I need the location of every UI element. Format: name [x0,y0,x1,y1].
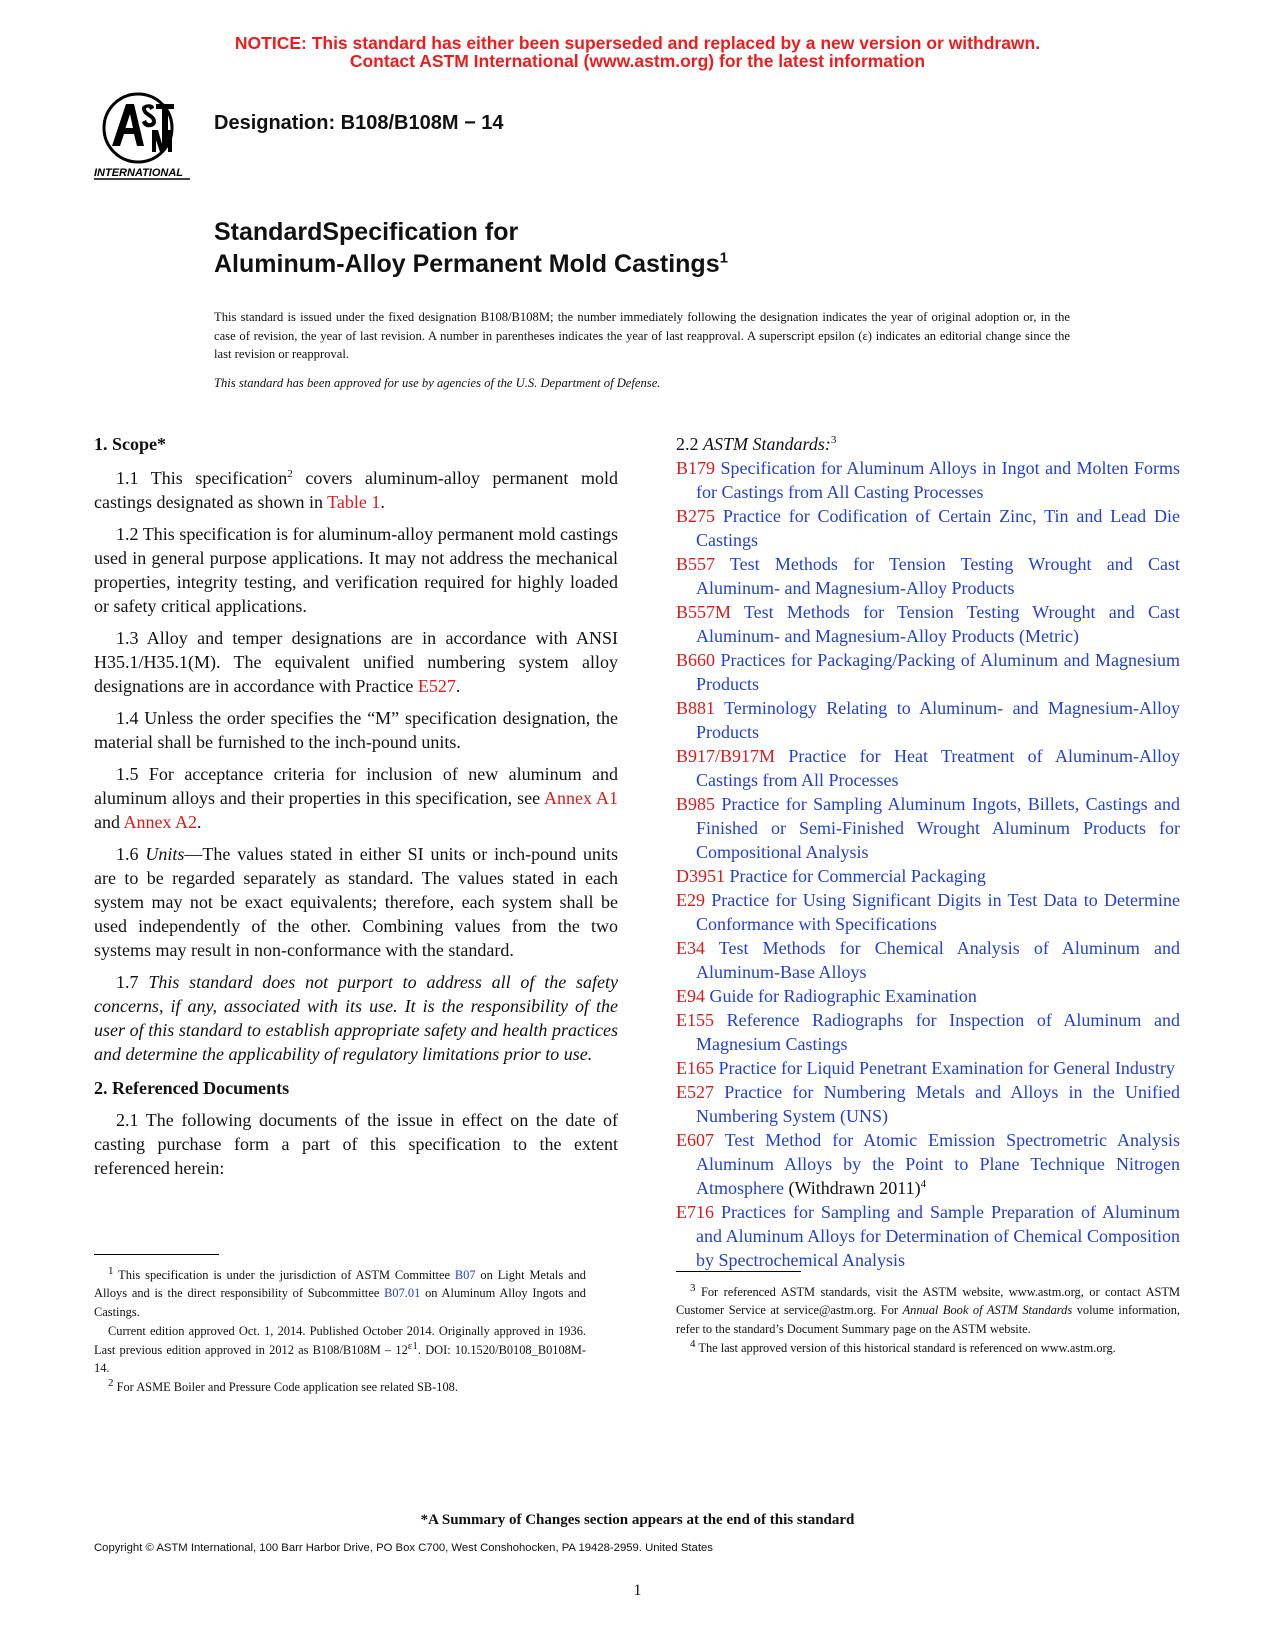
issuance-note: This standard is issued under the fixed designation B108/B108M; the number immediately following the designation indicates the year of original adoption or, in the case of revision, the year of last revision. A number in parentheses indicates the year of last reapproval. A superscript epsilon (ε) indicates an editorial change since the last revision or reapproval. [214,310,1070,361]
reference-item[interactable] [676,600,1180,648]
reference-item[interactable] [676,1056,1180,1080]
reference-code[interactable]: E527 [676,1082,714,1102]
footnote-rule-right [676,1271,801,1272]
reference-item[interactable] [676,504,1180,552]
reference-code[interactable]: E165 [676,1058,714,1078]
reference-code[interactable]: D3951 [676,866,725,886]
paragraph-1-1: 1.1 This specification$^2$ covers aluminum-alloy permanent mold castings designated as shown in Table 1. [94,468,619,512]
dod-approval-note: This standard has been approved for use by agencies of the U.S. Department of Defense. [214,376,661,390]
reference-title[interactable]: Test Methods for Tension Testing Wrought and Cast Aluminum- and Magnesium-Alloy Products (Metric) [696,602,1180,646]
reference-title[interactable]: Test Methods for Chemical Analysis of Aluminum and Aluminum-Base Alloys [696,938,1180,982]
reference-title[interactable]: Test Method for Atomic Emission Spectrometric Analysis Aluminum Alloys by the Point to Plane Technique Nitrogen Atmosphere [696,1130,1180,1198]
reference-title[interactable]: Terminology Relating to Aluminum- and Magnesium-Alloy Products [696,698,1180,742]
reference-code[interactable]: B557 [676,554,716,574]
notice-line-2: Contact ASTM International (www.astm.org) for the latest information [349,51,926,71]
reference-item[interactable] [676,936,1180,984]
footnote-1: $^1$ This specification is under the jurisdiction of ASTM Committee B07 on Light Metals and Alloys and is the direct responsibility of Subcommittee B07.01 on Aluminum Alloy Ingots and Castings. [94,1264,587,1319]
reference-item[interactable] [676,456,1180,504]
footnote-2: $^2$ For ASME Boiler and Pressure Code application see related SB-108. [108,1377,458,1395]
reference-code[interactable]: E155 [676,1010,714,1030]
reference-item[interactable] [676,1128,1180,1200]
reference-item[interactable] [676,1080,1180,1128]
paragraph-1-2: 1.2 This specification is for aluminum-alloy permanent mold castings used in general purpose applications. It may not address the mechanical properties, integrity testing, and verification required for highly loaded or safety critical applications. [94,524,618,616]
footnote-3: $^3$ For referenced ASTM standards, visit the ASTM website, www.astm.org, or contact ASTM Customer Service at service@astm.org. For Annual Book of ASTM Standards volume information, refer to the standard’s Document Summary page on the ASTM website. [676,1281,1180,1336]
reference-title[interactable]: Practice for Commercial Packaging [729,866,986,886]
left-column [94,432,618,1188]
reference-title[interactable]: Practice for Numbering Metals and Alloys in the Unified Numbering System (UNS) [696,1082,1180,1126]
table-1-link[interactable]: Table 1 [327,492,381,512]
reference-title[interactable]: Practices for Sampling and Sample Preparation of Aluminum and Aluminum Alloys for Determination of Chemical Composition by Spectrochemical Analysis [696,1202,1180,1270]
paragraph-1-3: 1.3 Alloy and temper designations are in accordance with ANSI H35.1/H35.1(M). The equivalent unified numbering system alloy designations are in accordance with Practice E527. [94,628,618,696]
reference-code[interactable]: E29 [676,890,705,910]
paragraph-2-2: 2.2 ASTM Standards:$^3$ [676,434,837,454]
reference-item[interactable] [676,864,1180,888]
reference-title[interactable]: Practice for Sampling Aluminum Ingots, Billets, Castings and Finished or Semi-Finished Wrought Aluminum Products for Compositional Analysis [696,794,1181,862]
reference-code[interactable]: B179 [676,458,716,478]
reference-item[interactable] [676,552,1180,600]
section-1-heading: 1. Scope* [94,434,166,454]
reference-item[interactable] [676,984,1180,1008]
designation: Designation: B108/B108M − 14 [214,112,504,134]
summary-of-changes-note: *A Summary of Changes section appears at the end of this standard [420,1512,855,1528]
right-column [676,432,1180,1272]
reference-code[interactable]: B660 [676,650,716,670]
reference-code[interactable]: B917/B917M [676,746,776,766]
logo-text: INTERNATIONAL [94,167,184,179]
subcommittee-b07-01-link[interactable]: B07.01 [384,1286,421,1301]
reference-code[interactable]: E607 [676,1130,714,1150]
footnote-rule-left [94,1254,219,1255]
copyright-line: Copyright © ASTM International, 100 Barr Harbor Drive, PO Box C700, West Conshohocken, PA 19428-2959. United States [94,1542,713,1554]
reference-footnote-ref: 4 [920,1178,927,1190]
paragraph-1-5: 1.5 For acceptance criteria for inclusion of new aluminum and aluminum alloys and their properties in this specification, see Annex A1 and Annex A2. [94,764,618,832]
e527-link[interactable]: E527 [417,676,456,696]
paragraph-1-7: 1.7 This standard does not purport to address all of the safety concerns, if any, associated with its use. It is the responsibility of the user of this standard to establish appropriate safety and health practices and determine the applicability of regulatory limitations prior to use. [94,972,619,1064]
paragraph-2-1: 2.1 The following documents of the issue in effect on the date of casting purchase form a part of this specification to the extent referenced herein: [94,1110,618,1178]
footnotes-left [94,1266,586,1398]
footnote-4: $^4$ The last approved version of this historical standard is referenced on www.astm.org. [690,1338,1116,1356]
reference-title[interactable]: Specification for Aluminum Alloys in Ingot and Molten Forms for Castings from All Casting Processes [696,458,1181,502]
reference-title[interactable]: Practice for Codification of Certain Zinc, Tin and Lead Die Castings [696,506,1180,550]
reference-code[interactable]: E716 [676,1202,714,1222]
title-line-1: StandardSpecification for [214,218,519,246]
footnote-1-edition: Current edition approved Oct. 1, 2014. Published October 2014. Originally approved in 1936. Last previous edition approved in 2012 as $B108/B108M - 12^{\varepsilon 1}$. DOI: 10.1520/B0108_B0108M-14. [94,1324,587,1376]
footnotes-right [676,1283,1180,1359]
reference-list [676,456,1180,1272]
reference-title[interactable]: Practices for Packaging/Packing of Aluminum and Magnesium Products [696,650,1180,694]
reference-item[interactable] [676,696,1180,744]
reference-item[interactable] [676,1200,1180,1272]
reference-code[interactable]: B985 [676,794,716,814]
reference-item[interactable] [676,888,1180,936]
annex-a1-link[interactable]: Annex A1 [544,788,618,808]
reference-title[interactable]: Practice for Using Significant Digits in Test Data to Determine Conformance with Specifications [696,890,1181,934]
withdrawal-notice [0,34,1275,70]
document-title [214,216,728,280]
reference-title[interactable]: Test Methods for Tension Testing Wrought and Cast Aluminum- and Magnesium-Alloy Products [696,554,1180,598]
astm-logo [92,90,202,180]
paragraph-1-4: 1.4 Unless the order specifies the “M” specification designation, the material shall be furnished to the inch-pound units. [94,708,618,752]
reference-code[interactable]: B881 [676,698,716,718]
notice-line-1: NOTICE: This standard has either been superseded and replaced by a new version or withdrawn. [234,33,1041,53]
reference-item[interactable] [676,1008,1180,1056]
reference-title[interactable]: Guide for Radiographic Examination [709,986,977,1006]
reference-code[interactable]: B275 [676,506,716,526]
reference-title[interactable]: Reference Radiographs for Inspection of Aluminum and Magnesium Castings [696,1010,1181,1054]
reference-item[interactable] [676,792,1180,864]
page-number: 1 [633,1582,642,1599]
annex-a2-link[interactable]: Annex A2 [123,812,197,832]
reference-title[interactable]: Practice for Liquid Penetrant Examination for General Industry [718,1058,1175,1078]
reference-withdrawn-note: (Withdrawn 2011) [783,1178,921,1198]
reference-item[interactable] [676,744,1180,792]
title-footnote-ref[interactable]: 1 [719,249,728,267]
committee-b07-link[interactable]: B07 [454,1268,476,1282]
reference-item[interactable] [676,648,1180,696]
paragraph-1-6: 1.6 Units—The values stated in either SI units or inch-pound units are to be regarded separately as standard. The values stated in each system may not be exact equivalents; therefore, each system shall be used independently of the other. Combining values from the two systems may result in non-conformance with the standard. [94,844,618,960]
reference-code[interactable]: B557M [676,602,732,622]
section-2-heading: 2. Referenced Documents [94,1078,290,1098]
title-line-2: Aluminum-Alloy Permanent Mold Castings$^1$ [214,249,728,278]
reference-code[interactable]: E34 [676,938,705,958]
reference-title[interactable]: Practice for Heat Treatment of Aluminum-Alloy Castings from All Processes [696,746,1180,790]
reference-code[interactable]: E94 [676,986,705,1006]
